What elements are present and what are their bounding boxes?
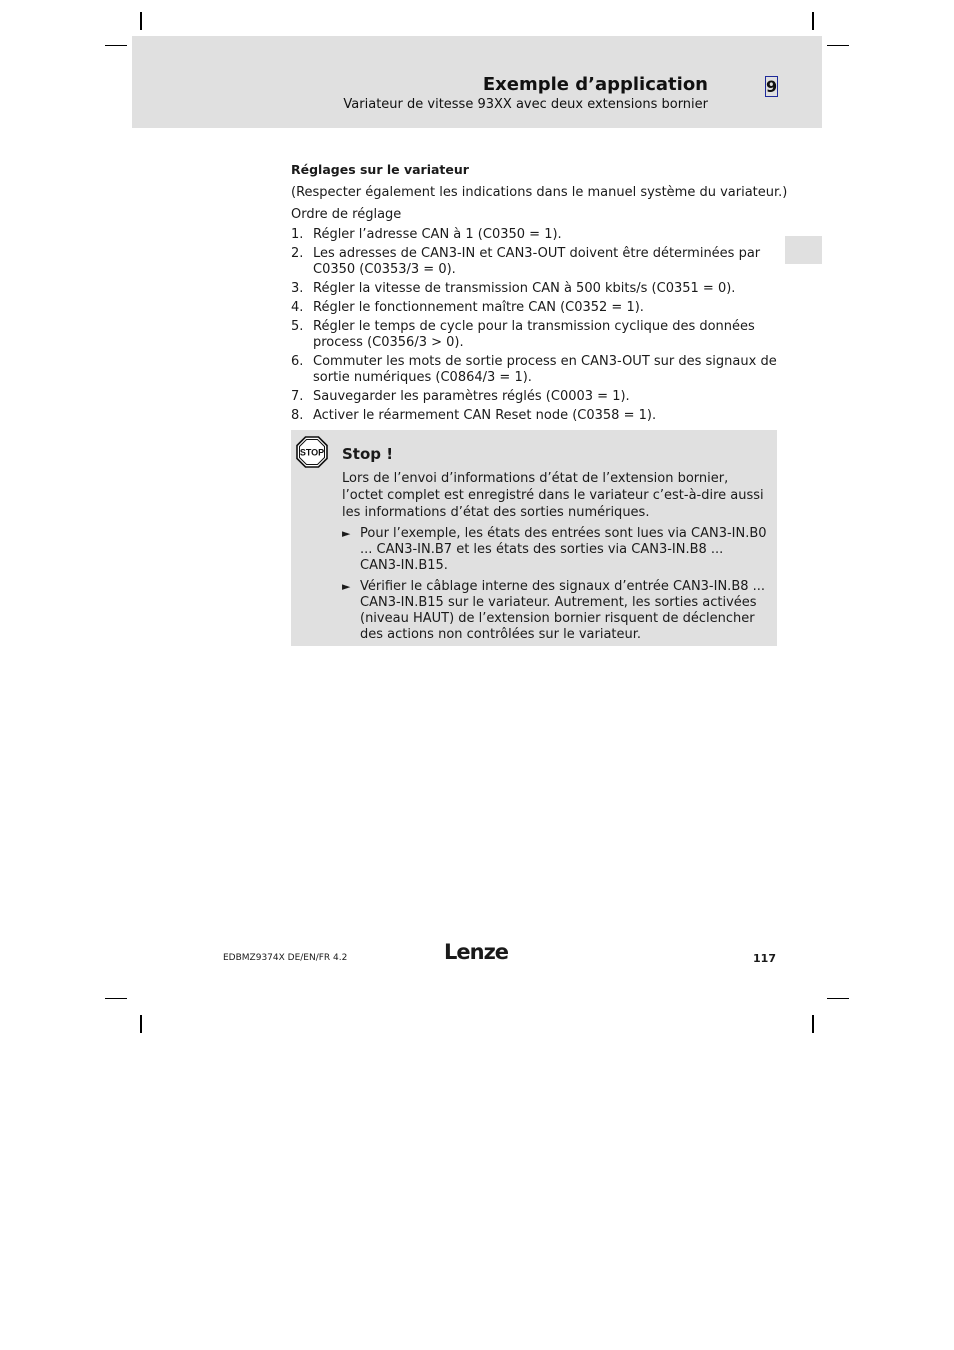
bullet-arrow-icon: ► bbox=[342, 580, 351, 593]
settings-steps-list bbox=[291, 227, 777, 424]
page-subtitle: Variateur de vitesse 93XX avec deux extensions bornier bbox=[343, 97, 708, 112]
section-note: (Respecter également les indications dans le manuel système du variateur.) bbox=[291, 185, 788, 200]
header-band bbox=[132, 36, 822, 128]
step-text: Sauvegarder les paramètres réglés (C0003 = 1). bbox=[313, 389, 630, 404]
page-title: Exemple d’application bbox=[482, 74, 708, 95]
list-item bbox=[291, 281, 777, 297]
chapter-number: 9 bbox=[766, 77, 778, 96]
page-number: 117 bbox=[753, 952, 776, 965]
list-item bbox=[291, 300, 777, 316]
crop-mark bbox=[140, 12, 142, 30]
list-item bbox=[291, 246, 777, 278]
step-text: Activer le réarmement CAN Reset node (C0358 = 1). bbox=[313, 408, 657, 423]
stop-bullet-list bbox=[342, 526, 767, 648]
crop-mark bbox=[140, 1015, 142, 1033]
step-number: 7. bbox=[291, 389, 304, 404]
crop-mark bbox=[812, 12, 814, 30]
order-label: Ordre de réglage bbox=[291, 207, 402, 222]
step-number: 1. bbox=[291, 227, 304, 242]
step-text: Les adresses de CAN3-IN et CAN3-OUT doivent être déterminées par C0350 (C0353/3 = 0). bbox=[313, 246, 761, 277]
step-number: 3. bbox=[291, 281, 304, 296]
step-text: Régler le temps de cycle pour la transmission cyclique des données process (C0356/3 > 0). bbox=[313, 319, 755, 350]
bullet-text: Vérifier le câblage interne des signaux d’entrée CAN3-IN.B8 ... CAN3-IN.B15 sur le variateur. Autrement, les sorties activées (niveau HAUT) de l’extension bornier risquent de déclencher des actions non contrôlées sur le variateur. bbox=[360, 579, 766, 642]
step-text: Régler l’adresse CAN à 1 (C0350 = 1). bbox=[313, 227, 562, 242]
step-number: 6. bbox=[291, 354, 304, 369]
list-item bbox=[291, 389, 777, 405]
stop-sign-icon bbox=[296, 436, 328, 468]
stop-body: Lors de l’envoi d’informations d’état de l’extension bornier, l’octet complet est enregistré dans le variateur c’est-à-dire aussi les informations d’état des sorties numériques. bbox=[342, 471, 764, 520]
list-item bbox=[291, 227, 777, 243]
lenze-logo: Lenze bbox=[444, 940, 509, 964]
document-code: EDBMZ9374X DE/EN/FR 4.2 bbox=[223, 953, 348, 963]
crop-mark bbox=[105, 45, 127, 46]
chapter-side-tab bbox=[785, 236, 822, 264]
bullet-text: Pour l’exemple, les états des entrées sont lues via CAN3-IN.B0 ... CAN3-IN.B7 et les états des sorties via CAN3-IN.B8 ... CAN3-IN.B15. bbox=[360, 526, 767, 573]
list-item bbox=[342, 579, 767, 643]
step-text: Régler la vitesse de transmission CAN à 500 kbits/s (C0351 = 0). bbox=[313, 281, 736, 296]
list-item bbox=[291, 319, 777, 351]
stop-title: Stop ! bbox=[342, 445, 394, 463]
step-text: Commuter les mots de sortie process en CAN3-OUT sur des signaux de sortie numériques (C0864/3 = 1). bbox=[313, 354, 777, 385]
stop-warning-box bbox=[291, 430, 777, 646]
list-item bbox=[342, 526, 767, 574]
crop-mark bbox=[827, 998, 849, 999]
bullet-arrow-icon: ► bbox=[342, 527, 351, 540]
section-title: Réglages sur le variateur bbox=[291, 162, 469, 177]
list-item bbox=[291, 354, 777, 386]
step-text: Régler le fonctionnement maître CAN (C0352 = 1). bbox=[313, 300, 644, 315]
step-number: 4. bbox=[291, 300, 304, 315]
stop-icon-label: STOP bbox=[299, 447, 325, 458]
crop-mark bbox=[105, 998, 127, 999]
step-number: 5. bbox=[291, 319, 304, 334]
crop-mark bbox=[812, 1015, 814, 1033]
step-number: 2. bbox=[291, 246, 304, 261]
crop-mark bbox=[827, 45, 849, 46]
step-number: 8. bbox=[291, 408, 304, 423]
list-item bbox=[291, 408, 777, 424]
